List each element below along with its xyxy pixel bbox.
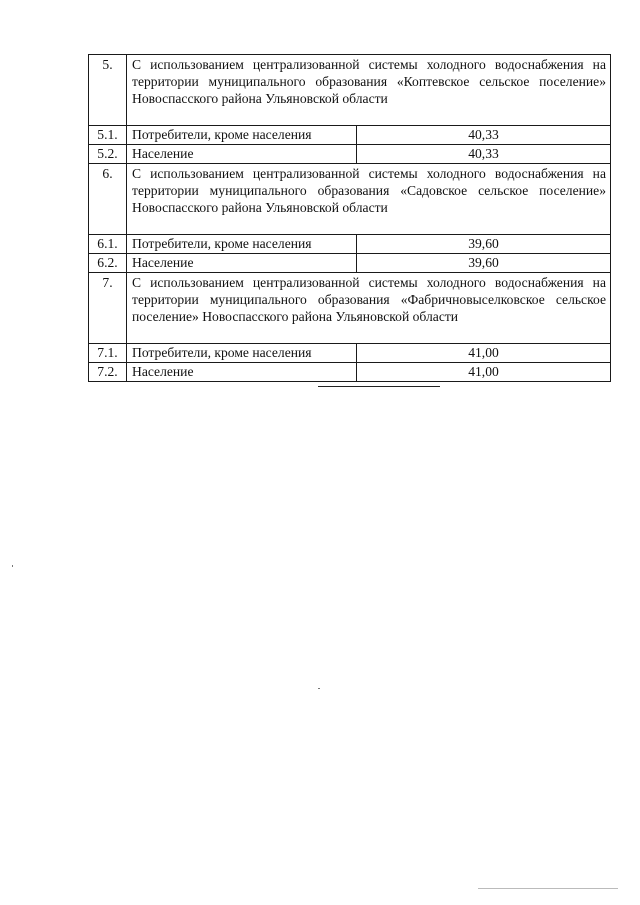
item-value: 40,33 (357, 145, 611, 164)
scan-speck (478, 888, 618, 889)
section-description: С использованием централизованной системы холодного водоснабжения на территории муниципального образования «Фабричновыселковское сельское поселение» Новоспасского района Ульяновской области (127, 273, 611, 344)
section-number: 7. (89, 273, 127, 344)
item-number: 7.2. (89, 363, 127, 382)
item-value: 40,33 (357, 126, 611, 145)
section-number: 5. (89, 55, 127, 126)
table-row (89, 126, 611, 145)
item-value: 41,00 (357, 363, 611, 382)
section-row (89, 55, 611, 126)
section-row (89, 164, 611, 235)
item-number: 5.1. (89, 126, 127, 145)
item-number: 5.2. (89, 145, 127, 164)
tariff-table (88, 54, 611, 382)
item-value: 41,00 (357, 344, 611, 363)
table-row (89, 235, 611, 254)
item-value: 39,60 (357, 235, 611, 254)
table-row (89, 363, 611, 382)
scan-speck (318, 688, 320, 689)
item-value: 39,60 (357, 254, 611, 273)
section-row (89, 273, 611, 344)
item-label: Население (127, 363, 357, 382)
table-row (89, 145, 611, 164)
item-label: Потребители, кроме населения (127, 235, 357, 254)
end-of-table-rule (318, 386, 440, 387)
section-description: С использованием централизованной системы холодного водоснабжения на территории муниципального образования «Коптевское сельское поселение» Новоспасского района Ульяновской области (127, 55, 611, 126)
item-label: Население (127, 145, 357, 164)
section-number: 6. (89, 164, 127, 235)
scan-speck (12, 565, 13, 567)
item-number: 7.1. (89, 344, 127, 363)
item-label: Потребители, кроме населения (127, 344, 357, 363)
item-number: 6.2. (89, 254, 127, 273)
item-label: Потребители, кроме населения (127, 126, 357, 145)
section-description: С использованием централизованной системы холодного водоснабжения на территории муниципального образования «Садовское сельское поселение» Новоспасского района Ульяновской области (127, 164, 611, 235)
table-row (89, 344, 611, 363)
item-number: 6.1. (89, 235, 127, 254)
table-row (89, 254, 611, 273)
item-label: Население (127, 254, 357, 273)
